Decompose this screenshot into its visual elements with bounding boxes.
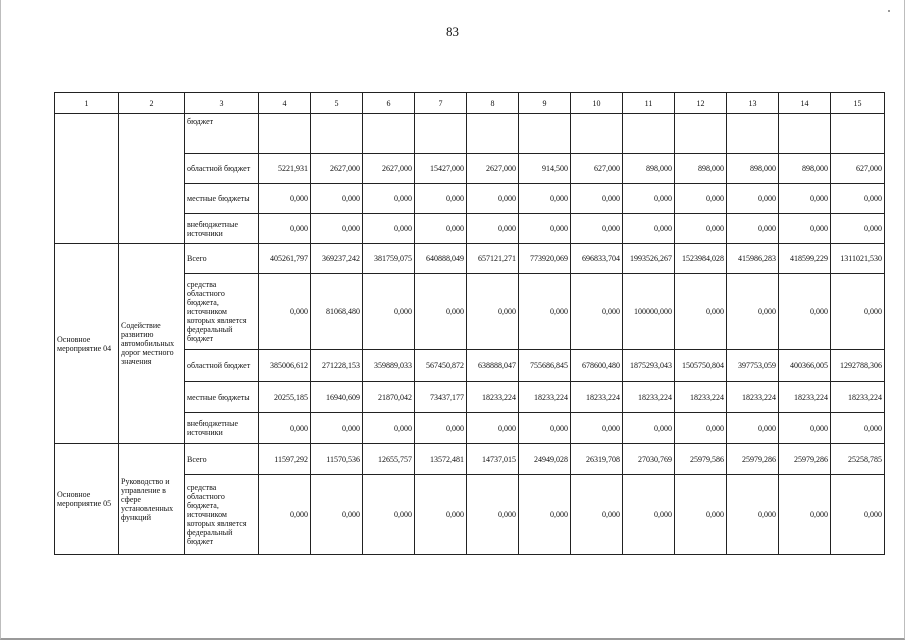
event-name-cell-empty: [55, 114, 119, 244]
value-cell: 0,000: [415, 475, 467, 555]
value-cell: 0,000: [311, 413, 363, 444]
value-cell: 12655,757: [363, 444, 415, 475]
header-cell: 4: [259, 93, 311, 114]
value-cell: 18233,224: [779, 382, 831, 413]
value-cell: 25979,586: [675, 444, 727, 475]
source-label: областной бюджет: [185, 154, 259, 184]
value-cell: 11597,292: [259, 444, 311, 475]
value-cell: 25258,785: [831, 444, 885, 475]
value-cell: [415, 114, 467, 154]
value-cell: 11570,536: [311, 444, 363, 475]
value-cell: 0,000: [675, 214, 727, 244]
source-label: Всего: [185, 244, 259, 274]
source-label: Всего: [185, 444, 259, 475]
value-cell: [831, 114, 885, 154]
value-cell: 0,000: [311, 475, 363, 555]
value-cell: 0,000: [467, 214, 519, 244]
value-cell: 18233,224: [467, 382, 519, 413]
value-cell: 1875293,043: [623, 350, 675, 382]
value-cell: 898,000: [675, 154, 727, 184]
value-cell: 0,000: [311, 214, 363, 244]
value-cell: 657121,271: [467, 244, 519, 274]
value-cell: 0,000: [519, 274, 571, 350]
header-row: [55, 93, 885, 114]
value-cell: [675, 114, 727, 154]
value-cell: 0,000: [467, 184, 519, 214]
value-cell: 0,000: [363, 274, 415, 350]
value-cell: 0,000: [727, 274, 779, 350]
value-cell: 369237,242: [311, 244, 363, 274]
value-cell: 1311021,530: [831, 244, 885, 274]
value-cell: 0,000: [675, 475, 727, 555]
source-label: средства областного бюджета, источником которых является федеральный бюджет: [185, 274, 259, 350]
value-cell: 73437,177: [415, 382, 467, 413]
header-cell: 10: [571, 93, 623, 114]
value-cell: 0,000: [259, 184, 311, 214]
value-cell: 0,000: [571, 214, 623, 244]
value-cell: [259, 114, 311, 154]
value-cell: 0,000: [415, 184, 467, 214]
value-cell: 13572,481: [415, 444, 467, 475]
event-desc-cell-empty: [119, 114, 185, 244]
value-cell: 0,000: [363, 214, 415, 244]
value-cell: 0,000: [831, 475, 885, 555]
value-cell: 0,000: [623, 413, 675, 444]
table-row: [55, 114, 885, 154]
event-name: Основное мероприятие 05: [55, 444, 119, 555]
value-cell: 0,000: [467, 413, 519, 444]
value-cell: [519, 114, 571, 154]
value-cell: 2627,000: [467, 154, 519, 184]
header-cell: 12: [675, 93, 727, 114]
value-cell: 0,000: [623, 184, 675, 214]
source-label: областной бюджет: [185, 350, 259, 382]
value-cell: 0,000: [831, 274, 885, 350]
source-label: внебюджетные источники: [185, 413, 259, 444]
event-description: Руководство и управление в сфере установленных функций: [119, 444, 185, 555]
value-cell: 898,000: [727, 154, 779, 184]
value-cell: 0,000: [467, 475, 519, 555]
value-cell: 18233,224: [623, 382, 675, 413]
value-cell: 0,000: [779, 274, 831, 350]
value-cell: 0,000: [467, 274, 519, 350]
header-cell: 15: [831, 93, 885, 114]
value-cell: 0,000: [415, 214, 467, 244]
value-cell: 15427,000: [415, 154, 467, 184]
value-cell: 0,000: [623, 475, 675, 555]
value-cell: 627,000: [831, 154, 885, 184]
value-cell: 1523984,028: [675, 244, 727, 274]
value-cell: 627,000: [571, 154, 623, 184]
value-cell: 18233,224: [831, 382, 885, 413]
value-cell: 415986,283: [727, 244, 779, 274]
value-cell: 27030,769: [623, 444, 675, 475]
value-cell: 0,000: [727, 413, 779, 444]
value-cell: 0,000: [727, 475, 779, 555]
value-cell: 18233,224: [675, 382, 727, 413]
value-cell: 0,000: [571, 413, 623, 444]
value-cell: 773920,069: [519, 244, 571, 274]
header-cell: 6: [363, 93, 415, 114]
header-cell: 1: [55, 93, 119, 114]
value-cell: 359889,033: [363, 350, 415, 382]
header-cell: 5: [311, 93, 363, 114]
value-cell: 20255,185: [259, 382, 311, 413]
value-cell: 0,000: [779, 184, 831, 214]
value-cell: 0,000: [363, 475, 415, 555]
value-cell: 81068,480: [311, 274, 363, 350]
value-cell: 0,000: [259, 475, 311, 555]
header-cell: 2: [119, 93, 185, 114]
value-cell: 696833,704: [571, 244, 623, 274]
value-cell: 385006,612: [259, 350, 311, 382]
value-cell: 0,000: [779, 214, 831, 244]
value-cell: 0,000: [259, 214, 311, 244]
value-cell: 0,000: [831, 214, 885, 244]
value-cell: 0,000: [675, 184, 727, 214]
value-cell: 0,000: [415, 413, 467, 444]
value-cell: 400366,005: [779, 350, 831, 382]
value-cell: 418599,229: [779, 244, 831, 274]
value-cell: [727, 114, 779, 154]
value-cell: [571, 114, 623, 154]
source-label: средства областного бюджета, источником которых является федеральный бюджет: [185, 475, 259, 555]
value-cell: 14737,015: [467, 444, 519, 475]
value-cell: 0,000: [623, 214, 675, 244]
value-cell: 405261,797: [259, 244, 311, 274]
value-cell: 0,000: [259, 274, 311, 350]
source-label: бюджет: [185, 114, 259, 154]
value-cell: [363, 114, 415, 154]
value-cell: 755686,845: [519, 350, 571, 382]
value-cell: [311, 114, 363, 154]
value-cell: 0,000: [675, 413, 727, 444]
value-cell: 16940,609: [311, 382, 363, 413]
value-cell: 26319,708: [571, 444, 623, 475]
event-description: Содействие развитию автомобильных дорог местного значения: [119, 244, 185, 444]
value-cell: 1292788,306: [831, 350, 885, 382]
value-cell: 914,500: [519, 154, 571, 184]
value-cell: 2627,000: [311, 154, 363, 184]
value-cell: 0,000: [779, 413, 831, 444]
value-cell: 678600,480: [571, 350, 623, 382]
budget-table: [54, 92, 885, 555]
value-cell: 0,000: [727, 214, 779, 244]
value-cell: 0,000: [675, 274, 727, 350]
source-label: внебюджетные источники: [185, 214, 259, 244]
value-cell: 2627,000: [363, 154, 415, 184]
header-cell: 3: [185, 93, 259, 114]
scan-speck: [888, 10, 890, 12]
header-cell: 7: [415, 93, 467, 114]
value-cell: 898,000: [623, 154, 675, 184]
value-cell: 0,000: [311, 184, 363, 214]
value-cell: [623, 114, 675, 154]
source-label: местные бюджеты: [185, 184, 259, 214]
value-cell: 25979,286: [779, 444, 831, 475]
value-cell: 18233,224: [571, 382, 623, 413]
value-cell: 0,000: [363, 413, 415, 444]
value-cell: 381759,075: [363, 244, 415, 274]
header-cell: 8: [467, 93, 519, 114]
value-cell: 5221,931: [259, 154, 311, 184]
source-label: местные бюджеты: [185, 382, 259, 413]
value-cell: [467, 114, 519, 154]
value-cell: 640888,049: [415, 244, 467, 274]
value-cell: 1505750,804: [675, 350, 727, 382]
event-name: Основное мероприятие 04: [55, 244, 119, 444]
value-cell: 0,000: [519, 413, 571, 444]
header-cell: 11: [623, 93, 675, 114]
value-cell: 271228,153: [311, 350, 363, 382]
value-cell: 0,000: [571, 475, 623, 555]
value-cell: 25979,286: [727, 444, 779, 475]
value-cell: 0,000: [519, 214, 571, 244]
value-cell: 100000,000: [623, 274, 675, 350]
header-cell: 14: [779, 93, 831, 114]
value-cell: 1993526,267: [623, 244, 675, 274]
value-cell: 638888,047: [467, 350, 519, 382]
value-cell: 0,000: [415, 274, 467, 350]
value-cell: 24949,028: [519, 444, 571, 475]
value-cell: 0,000: [571, 274, 623, 350]
value-cell: 0,000: [831, 413, 885, 444]
value-cell: [779, 114, 831, 154]
table-row: [55, 244, 885, 274]
value-cell: 21870,042: [363, 382, 415, 413]
value-cell: 0,000: [831, 184, 885, 214]
header-cell: 13: [727, 93, 779, 114]
value-cell: 898,000: [779, 154, 831, 184]
value-cell: 397753,059: [727, 350, 779, 382]
value-cell: 0,000: [259, 413, 311, 444]
value-cell: 0,000: [363, 184, 415, 214]
header-cell: 9: [519, 93, 571, 114]
value-cell: 0,000: [519, 475, 571, 555]
value-cell: 0,000: [727, 184, 779, 214]
value-cell: 0,000: [571, 184, 623, 214]
value-cell: 18233,224: [519, 382, 571, 413]
value-cell: 0,000: [779, 475, 831, 555]
value-cell: 567450,872: [415, 350, 467, 382]
page-number: 83: [446, 24, 459, 39]
value-cell: 18233,224: [727, 382, 779, 413]
table-row: [55, 444, 885, 475]
value-cell: 0,000: [519, 184, 571, 214]
